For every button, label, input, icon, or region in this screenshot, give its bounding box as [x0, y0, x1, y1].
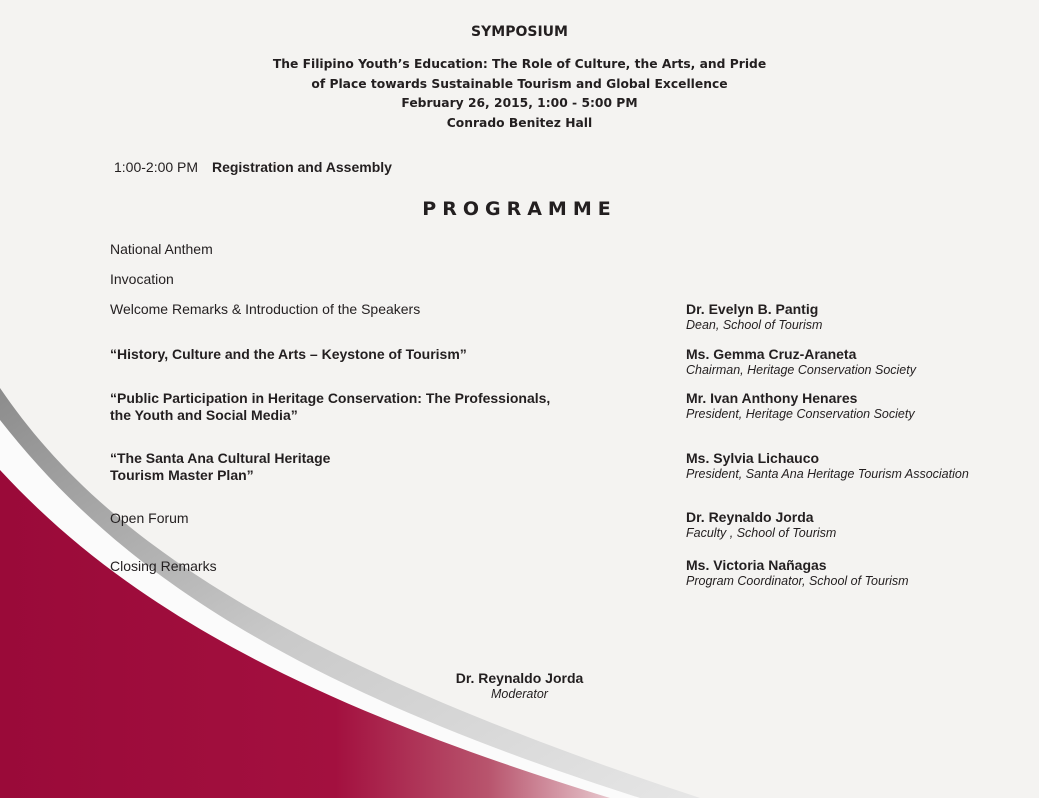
program-item-title: Closing Remarks — [110, 558, 217, 574]
program-item — [110, 346, 467, 363]
program-item — [110, 450, 330, 483]
speaker-block — [686, 346, 916, 378]
symposium-date: February 26, 2015, 1:00 - 5:00 PM — [401, 96, 638, 110]
speaker-block — [686, 390, 915, 422]
program-item-title-cont: Tourism Master Plan” — [110, 466, 254, 483]
registration-time: 1:00-2:00 PM — [114, 159, 199, 175]
moderator-role: Moderator — [491, 687, 548, 701]
speaker-role: President, Santa Ana Heritage Tourism Association — [686, 467, 969, 481]
speaker-role: Faculty , School of Tourism — [686, 526, 837, 540]
speaker-role: Program Coordinator, School of Tourism — [686, 574, 909, 588]
program-item — [110, 558, 217, 575]
programme-heading: PROGRAMME — [422, 198, 617, 220]
program-item-title: “Public Participation in Heritage Conservation: The Professionals, — [110, 390, 551, 406]
speaker-block — [686, 557, 909, 589]
program-item-title: “History, Culture and the Arts – Keystone of Tourism” — [110, 346, 467, 362]
moderator-block — [0, 670, 1039, 702]
program-item-title: Open Forum — [110, 510, 189, 526]
program-item — [110, 271, 174, 288]
speaker-name: Mr. Ivan Anthony Henares — [686, 390, 858, 406]
speaker-block — [686, 301, 822, 333]
speaker-role: Chairman, Heritage Conservation Society — [686, 363, 916, 377]
speaker-block — [686, 450, 969, 482]
registration-activity: Registration and Assembly — [211, 159, 392, 175]
program-item-title-cont: the Youth and Social Media” — [110, 406, 298, 423]
speaker-role: President, Heritage Conservation Society — [686, 407, 915, 421]
speaker-name: Dr. Evelyn B. Pantig — [686, 301, 819, 317]
program-item-title: National Anthem — [110, 241, 213, 257]
program-item — [110, 390, 550, 423]
speaker-role: Dean, School of Tourism — [686, 318, 823, 332]
program-item — [110, 301, 420, 318]
symposium-title: SYMPOSIUM — [471, 24, 568, 40]
speaker-name: Ms. Gemma Cruz-Araneta — [686, 346, 857, 362]
symposium-subtitle-line2: of Place towards Sustainable Tourism and Global Excellence — [311, 77, 728, 91]
speaker-name: Dr. Reynaldo Jorda — [686, 509, 814, 525]
program-item-title: “The Santa Ana Cultural Heritage — [110, 450, 331, 466]
program-item — [110, 241, 213, 258]
symposium-subtitle-line1: The Filipino Youth’s Education: The Role of Culture, the Arts, and Pride — [272, 57, 767, 71]
speaker-name: Ms. Sylvia Lichauco — [686, 450, 820, 466]
registration-row — [114, 159, 392, 175]
program-item-title: Welcome Remarks & Introduction of the Speakers — [110, 301, 421, 317]
speaker-name: Ms. Victoria Nañagas — [686, 557, 827, 573]
program-item — [110, 510, 189, 527]
moderator-name: Dr. Reynaldo Jorda — [455, 670, 584, 686]
speaker-block — [686, 509, 836, 541]
program-item-title: Invocation — [110, 271, 174, 287]
symposium-venue: Conrado Benitez Hall — [446, 116, 593, 130]
